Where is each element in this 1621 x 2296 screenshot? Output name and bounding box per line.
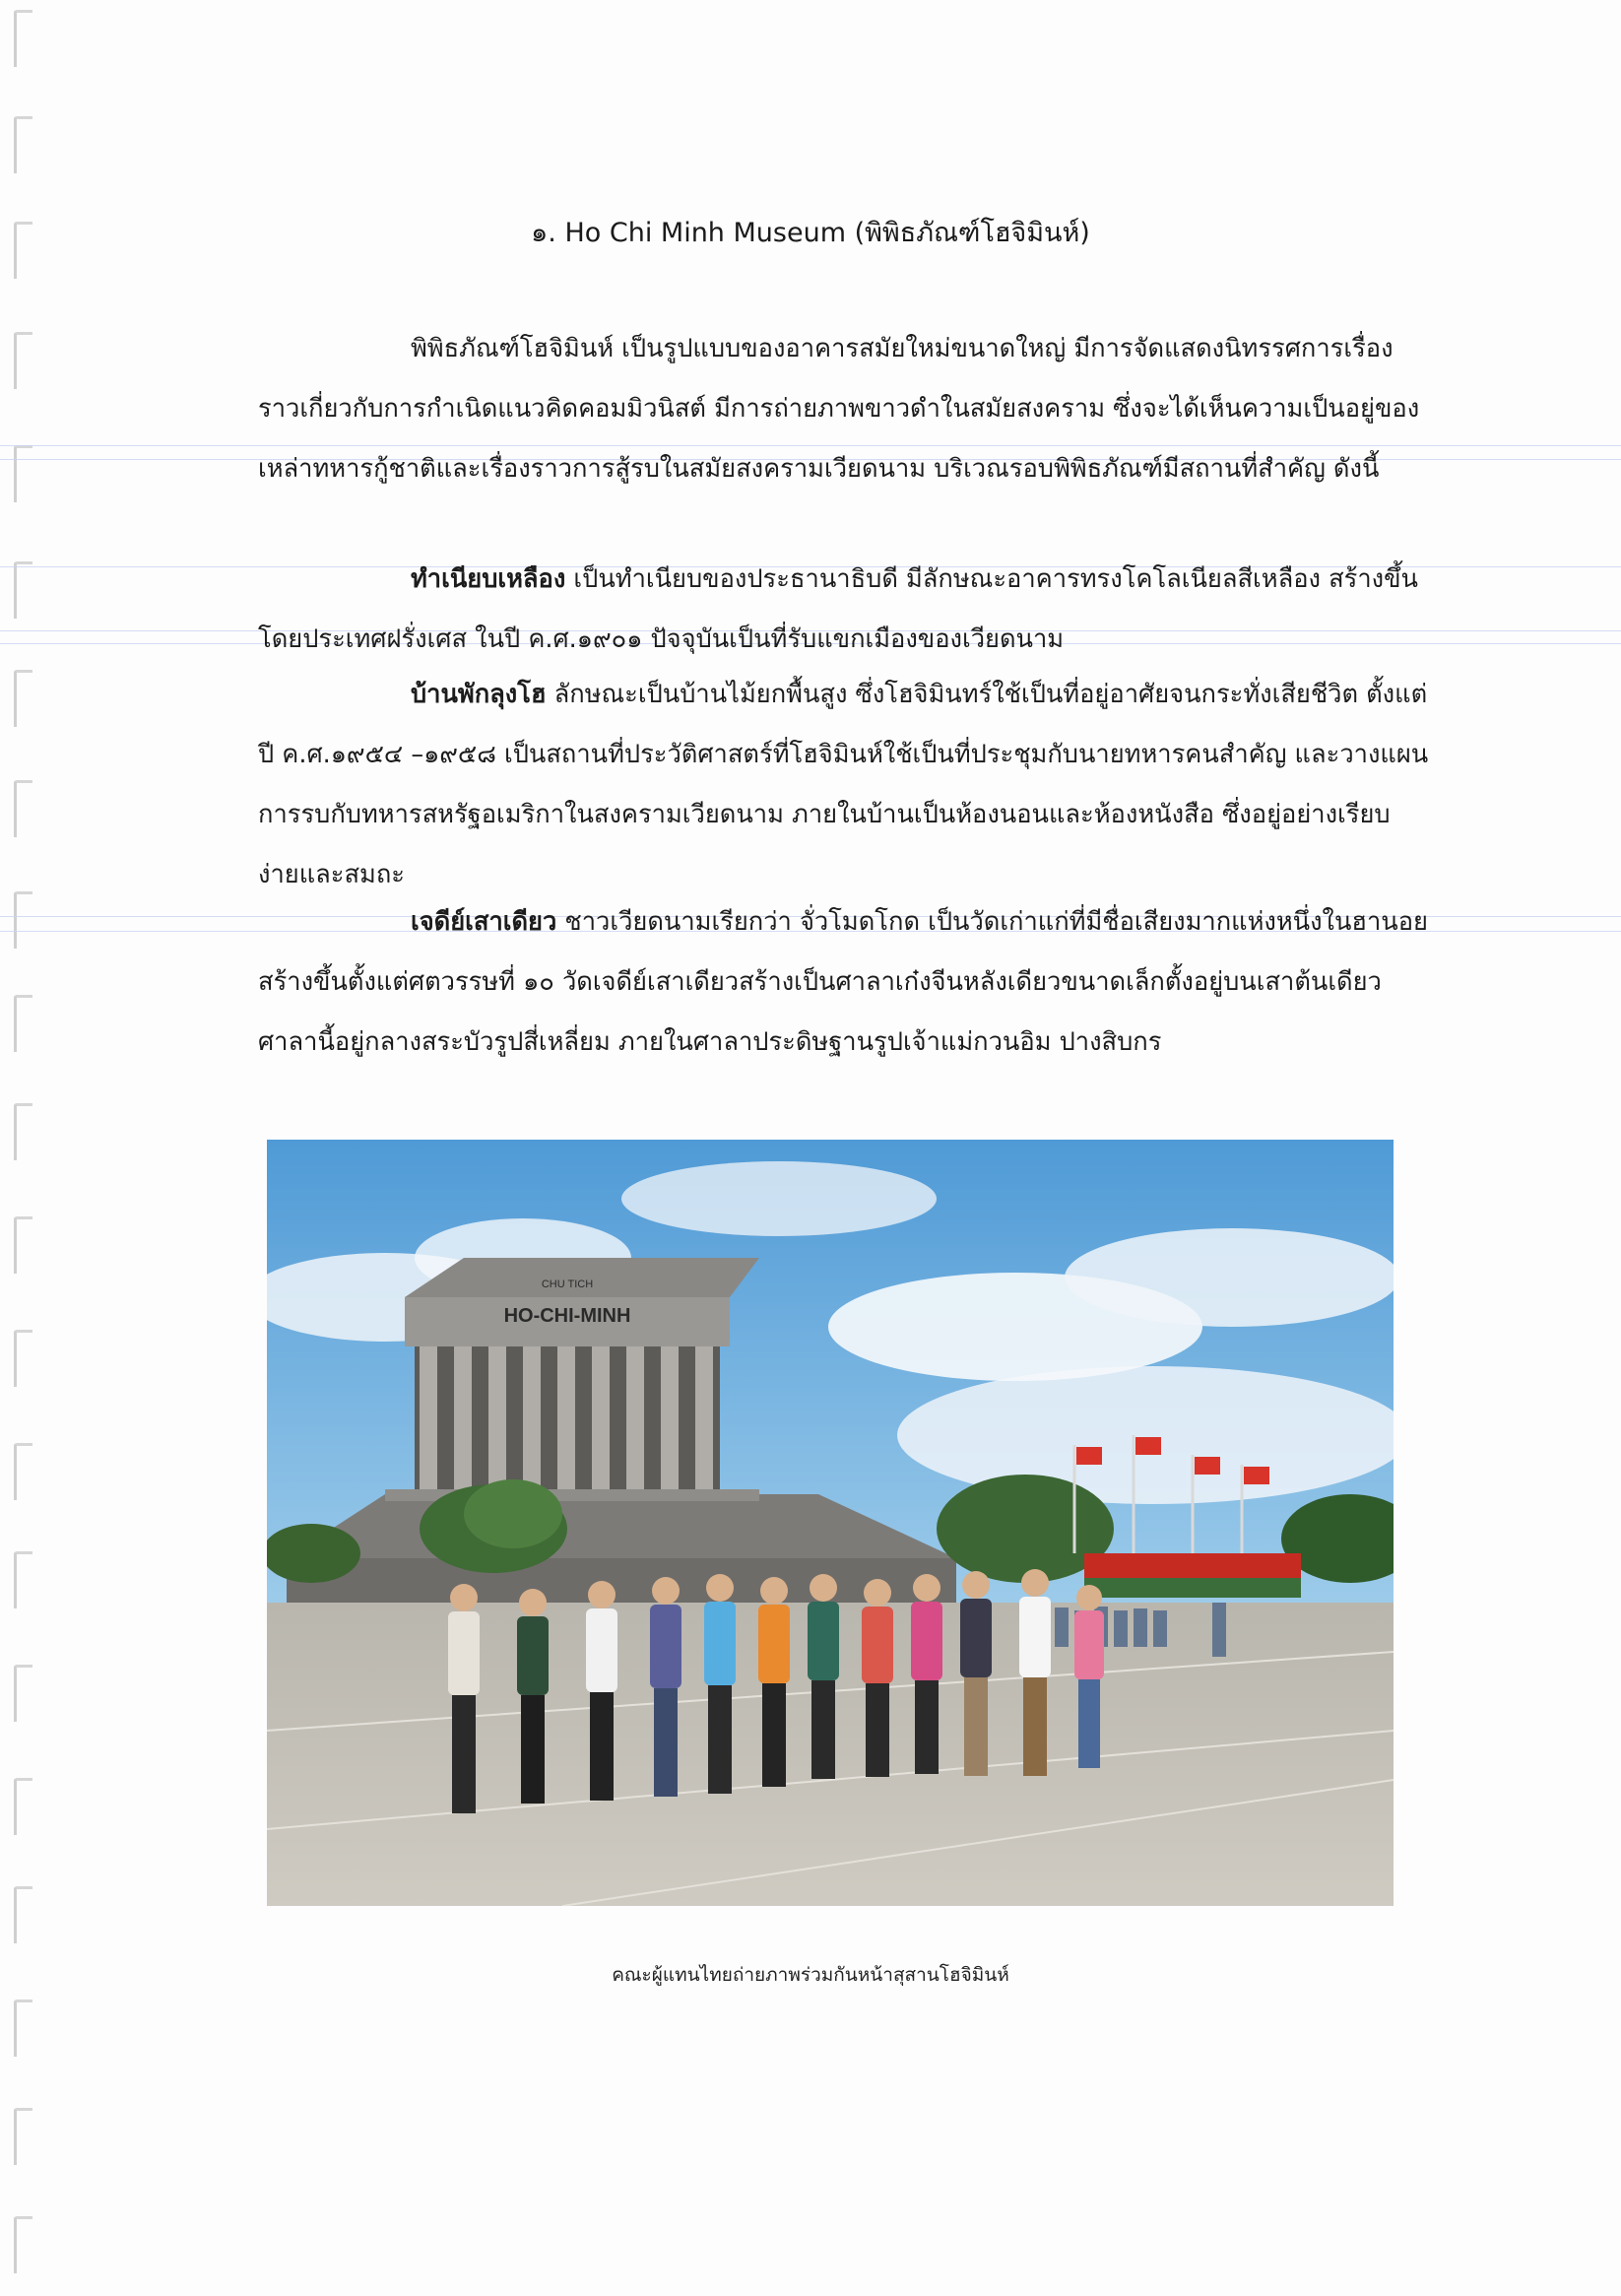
- binding-ring: [14, 2000, 32, 2057]
- binding-ring: [14, 1886, 32, 1943]
- paragraph-heading: เจดีย์เสาเดียว: [411, 907, 557, 937]
- binding-ring: [14, 995, 32, 1052]
- binding-ring: [14, 1443, 32, 1500]
- binding-ring: [14, 561, 32, 619]
- paragraph-museum: [258, 319, 1430, 499]
- paragraph-text: ชาวเวียดนามเรียกว่า จั่วโมดโกด เป็นวัดเก่าแก่ที่มีชื่อเสียงมากแห่งหนึ่งในฮานอย สร้างขึ้นตั้งแต่ศตวรรษที่ ๑๐ วัดเจดีย์เสาเดียวสร้างเป็นศาลาเก๋งจีนหลังเดียวขนาดเล็กตั้งอยู่บนเสาต้นเดียว ศาลานี้อยู่กลางสระบัวรูปสี่เหลี่ยม ภายในศาลาประดิษฐานรูปเจ้าแม่กวนอิม ปางสิบกร: [258, 907, 1428, 1057]
- binding-ring: [14, 1330, 32, 1387]
- binding-ring: [14, 1665, 32, 1722]
- paragraph-heading: บ้านพักลุงโฮ: [411, 680, 547, 709]
- binding-ring: [14, 780, 32, 837]
- binding-ring: [14, 116, 32, 173]
- binding-ring: [14, 891, 32, 949]
- paragraph-one-pillar-pagoda: [258, 892, 1430, 1073]
- svg-text:HO-CHI-MINH: HO-CHI-MINH: [503, 1305, 631, 1327]
- binding-ring: [14, 332, 32, 389]
- binding-ring: [14, 2216, 32, 2273]
- binding-ring: [14, 1778, 32, 1835]
- binding-ring: [14, 10, 32, 67]
- group-photo-mausoleum: [267, 1140, 1394, 1906]
- paragraph-text: ลักษณะเป็นบ้านไม้ยกพื้นสูง ซึ่งโฮจิมินทร์ใช้เป็นที่อยู่อาศัยจนกระทั่งเสียชีวิต ตั้งแต่ปี ค.ศ.๑๙๕๔ –๑๙๕๘ เป็นสถานที่ประวัติศาสตร์ที่โฮจิมินห์ใช้เป็นที่ประชุมกับนายทหารคนสำคัญ และวางแผนการรบกับทหารสหรัฐอเมริกาในสงครามเวียดนาม ภายในบ้านเป็นห้องนอนและห้องหนังสือ ซึ่งอยู่อย่างเรียบง่ายและสมถะ: [258, 680, 1429, 889]
- page-title: ๑. Ho Chi Minh Museum (พิพิธภัณฑ์โฮจิมินห์): [531, 218, 1090, 248]
- svg-text:CHU TICH: CHU TICH: [541, 1279, 594, 1290]
- paragraph-text: พิพิธภัณฑ์โฮจิมินห์ เป็นรูปแบบของอาคารสมัยใหม่ขนาดใหญ่ มีการจัดแสดงนิทรรศการเรื่องราวเกี่ยวกับการกำเนิดแนวคิดคอมมิวนิสต์ มีการถ่ายภาพขาวดำในสมัยสงคราม ซึ่งจะได้เห็นความเป็นอยู่ของเหล่าทหารกู้ชาติและเรื่องราวการสู้รบในสมัยสงครามเวียดนาม บริเวณรอบพิพิธภัณฑ์มีสถานที่สำคัญ ดังนี้: [258, 334, 1420, 484]
- binding-ring: [14, 1551, 32, 1608]
- binding-ring: [14, 2108, 32, 2165]
- binding-edge: [0, 0, 59, 2296]
- binding-ring: [14, 445, 32, 502]
- paragraph-uncle-ho-house: [258, 665, 1430, 905]
- paragraph-text: เป็นทำเนียบของประธานาธิบดี มีลักษณะอาคารทรงโคโลเนียลสีเหลือง สร้างขึ้นโดยประเทศฝรั่งเศส ในปี ค.ศ.๑๙๐๑ ปัจจุบันเป็นที่รับแขกเมืองของเวียดนาม: [258, 564, 1418, 654]
- paragraph-heading: ทำเนียบเหลือง: [411, 564, 566, 594]
- paragraph-yellow-palace: [258, 550, 1430, 670]
- binding-ring: [14, 1103, 32, 1160]
- photo-caption: คณะผู้แทนไทยถ่ายภาพร่วมกันหน้าสุสานโฮจิมินห์: [612, 1964, 1009, 1986]
- binding-ring: [14, 670, 32, 727]
- binding-ring: [14, 1216, 32, 1274]
